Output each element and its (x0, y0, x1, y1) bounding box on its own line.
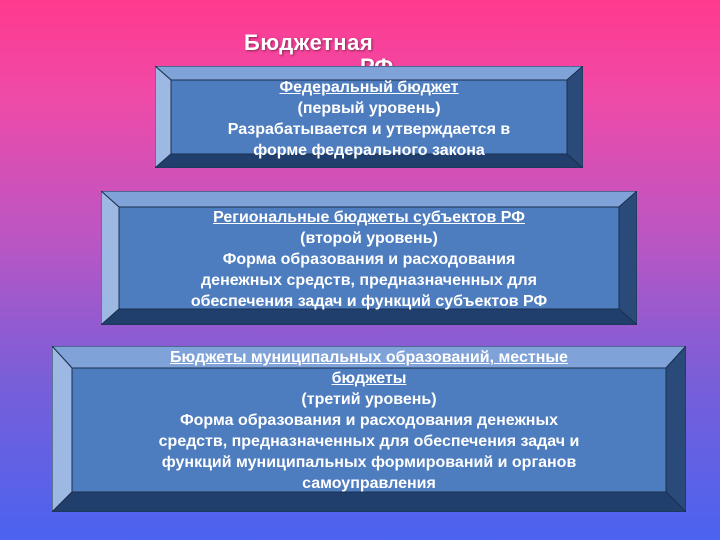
municipal-budget-text (52, 347, 686, 494)
municipal-budget-line: функций муниципальных формирований и органов (161, 454, 577, 471)
municipal-budget-line: Форма образования и расходования денежных (179, 412, 559, 429)
municipal-budget-line: средств, предназначенных для обеспечения задач и (158, 433, 580, 450)
municipal-budget-heading: бюджеты (331, 370, 407, 387)
regional-budget-tier: (второй уровень) (300, 230, 438, 247)
slide-title: Бюджетная (244, 30, 374, 55)
regional-budget-box (101, 191, 637, 325)
federal-budget-text (155, 77, 583, 161)
federal-budget-heading: Федеральный бюджет (279, 79, 459, 96)
municipal-budget-heading: Бюджеты муниципальных образований, местные (170, 349, 568, 366)
regional-budget-line: Форма образования и расходования (222, 251, 516, 268)
municipal-budget-box (52, 346, 686, 512)
federal-budget-box (155, 66, 583, 168)
federal-budget-tier: (первый уровень) (297, 100, 441, 117)
regional-budget-line: денежных средств, предназначенных для (201, 272, 537, 289)
municipal-budget-tier: (третий уровень) (301, 391, 437, 408)
municipal-budget-line: самоуправления (302, 475, 436, 492)
regional-budget-heading: Региональные бюджеты субъектов РФ (213, 209, 525, 226)
regional-budget-line: обеспечения задач и функций субъектов РФ (190, 293, 548, 310)
regional-budget-text (101, 207, 637, 312)
federal-budget-line: форме федерального закона (253, 142, 485, 159)
federal-budget-line: Разрабатывается и утверждается в (227, 121, 511, 138)
